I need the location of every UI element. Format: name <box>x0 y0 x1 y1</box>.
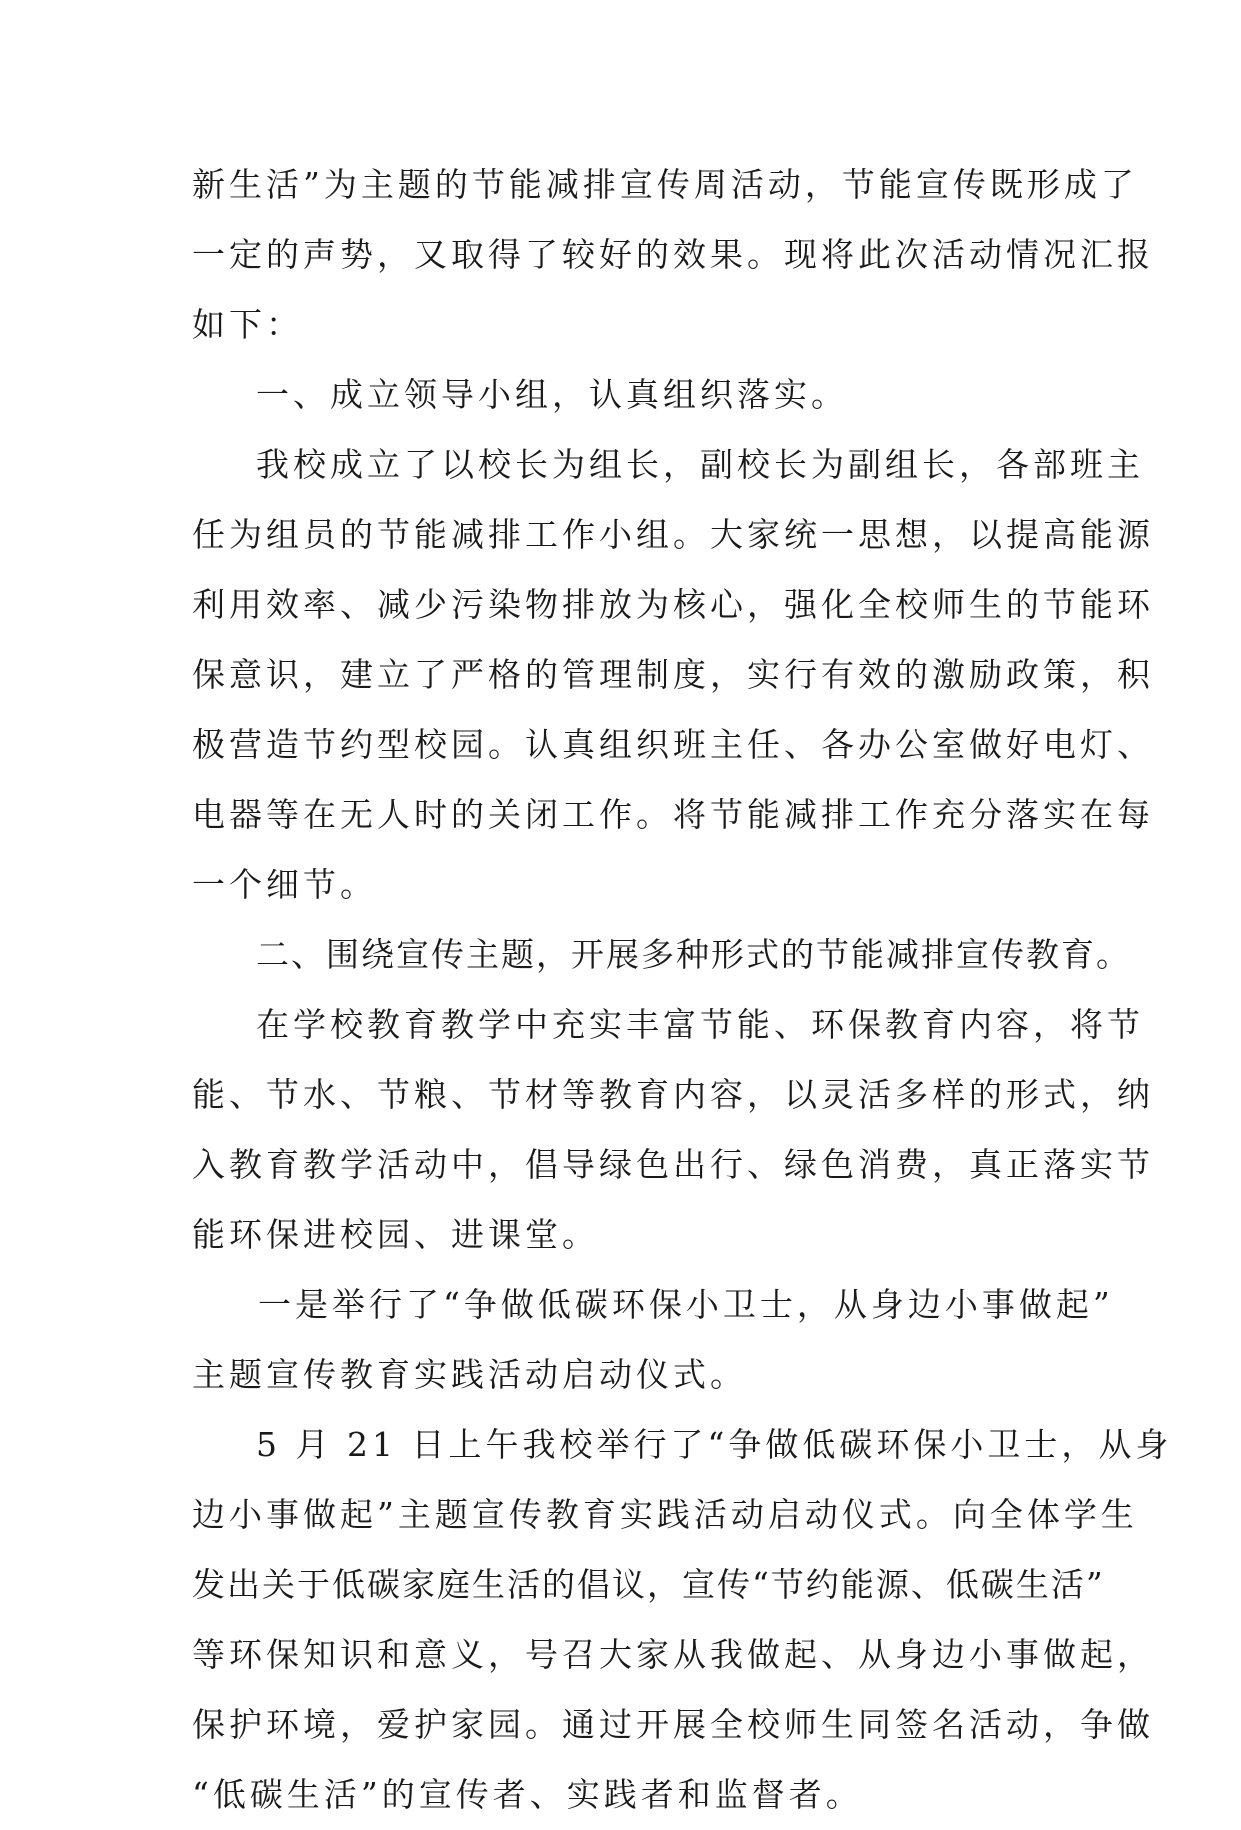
text-line: 能、节水、节粮、节材等教育内容，以灵活多样的形式，纳 <box>192 1075 1154 1114</box>
text-line: 一个细节。 <box>192 865 377 904</box>
text-line: 保护环境，爱护家园。通过开展全校师生同签名活动，争做 <box>192 1705 1154 1744</box>
text-line: 新生活”为主题的节能减排宣传周活动，节能宣传既形成了 <box>192 165 1138 204</box>
text-line: 如下： <box>192 305 303 344</box>
text-line: 电器等在无人时的关闭工作。将节能减排工作充分落实在每 <box>192 795 1154 834</box>
text-line: 极营造节约型校园。认真组织班主任、各办公室做好电灯、 <box>192 725 1154 764</box>
document-page <box>192 150 1173 1830</box>
text-line: 发出关于低碳家庭生活的倡议，宣传“节约能源、低碳生活” <box>192 1565 1105 1604</box>
text-line: 入教育教学活动中，倡导绿色出行、绿色消费，真正落实节 <box>192 1145 1154 1184</box>
text-line: 一定的声势，又取得了较好的效果。现将此次活动情况汇报 <box>192 235 1154 274</box>
text-line: 任为组员的节能减排工作小组。大家统一思想，以提高能源 <box>192 515 1154 554</box>
text-line: 在学校教育教学中充实丰富节能、环保教育内容，将节 <box>256 1005 1144 1044</box>
text-line: 我校成立了以校长为组长，副校长为副组长，各部班主 <box>256 445 1144 484</box>
text-line: 5 月 21 日上午我校举行了“争做低碳环保小卫士，从身 <box>256 1425 1173 1464</box>
text-line: 等环保知识和意义，号召大家从我做起、从身边小事做起， <box>192 1635 1154 1674</box>
section-heading: 二、围绕宣传主题，开展多种形式的节能减排宣传教育。 <box>256 935 1131 974</box>
text-line: 主题宣传教育实践活动启动仪式。 <box>192 1355 747 1394</box>
text-line: “低碳生活”的宣传者、实践者和监督者。 <box>192 1775 863 1814</box>
text-line: 利用效率、减少污染物排放为核心，强化全校师生的节能环 <box>192 585 1154 624</box>
text-line: 能环保进校园、进课堂。 <box>192 1215 599 1254</box>
text-line: 保意识，建立了严格的管理制度，实行有效的激励政策，积 <box>192 655 1154 694</box>
section-heading: 一、成立领导小组，认真组织落实。 <box>256 375 848 414</box>
text-line: 一是举行了“争做低碳环保小卫士，从身边小事做起” <box>258 1285 1114 1324</box>
text-line: 边小事做起”主题宣传教育实践活动启动仪式。向全体学生 <box>192 1495 1138 1534</box>
